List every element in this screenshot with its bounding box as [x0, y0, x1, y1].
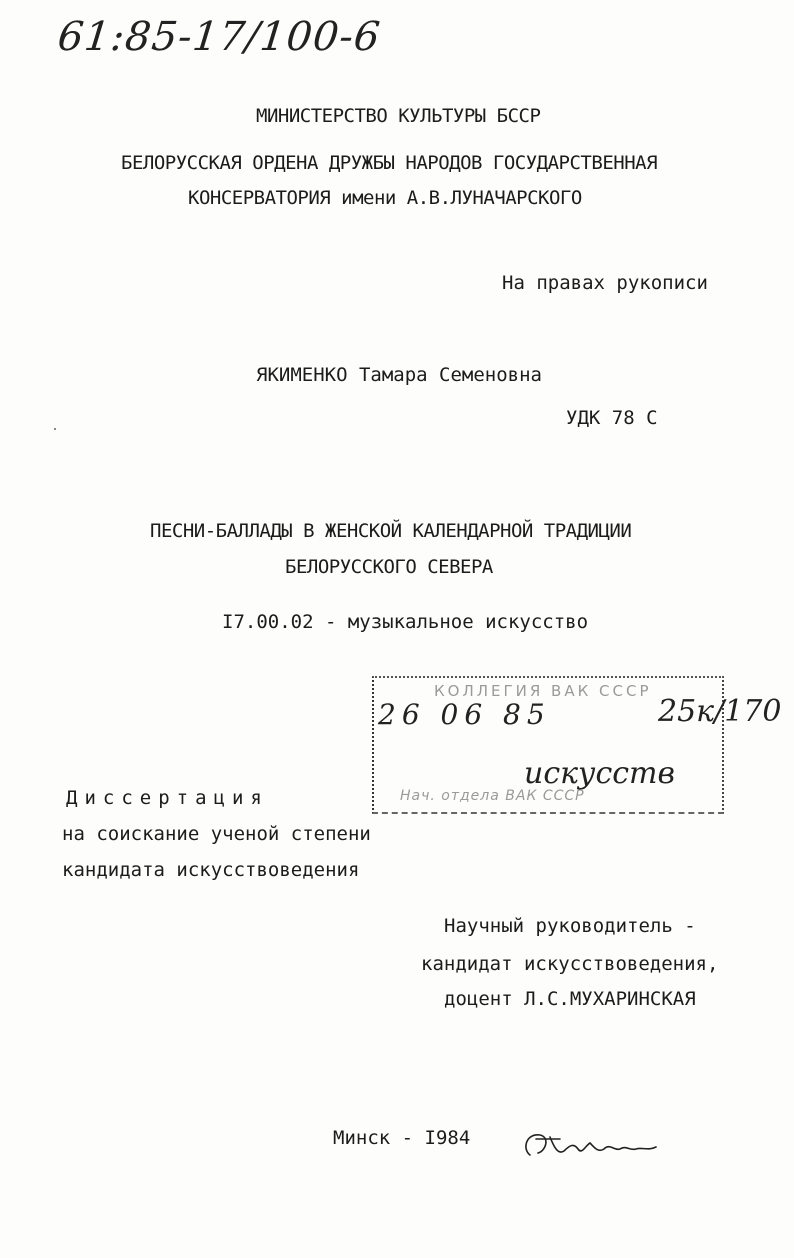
title-line-2: БЕЛОРУССКОГО СЕВЕРА [285, 556, 493, 578]
city-year: Минск - I984 [333, 1127, 471, 1149]
udc-code: УДК 78 С [566, 407, 658, 429]
archive-code: 61:85-17/100-6 [55, 14, 383, 60]
degree-line-2: на соискание ученой степени [62, 823, 371, 845]
stamp-field: искусств [524, 756, 675, 791]
degree-line-3: кандидата искусствоведения [62, 859, 360, 881]
stamp-date: 26 06 85 [378, 698, 551, 731]
stamp-printed-top: КОЛЛЕГИЯ ВАК СССР [434, 682, 652, 700]
supervisor-line-1: Научный руководитель - [444, 915, 696, 937]
degree-label: Диссертация [66, 787, 269, 809]
specialty-code: I7.00.02 - музыкальное искусство [222, 611, 589, 633]
institution-line-2: КОНСЕРВАТОРИЯ имени А.В.ЛУНАЧАРСКОГО [188, 187, 582, 209]
scan-speck [54, 428, 56, 430]
supervisor-line-3: доцент Л.С.МУХАРИНСКАЯ [444, 988, 696, 1010]
manuscript-note: На правах рукописи [502, 272, 708, 294]
supervisor-line-2: кандидат искусствоведения, [421, 953, 719, 975]
author-signature [520, 1125, 660, 1165]
registration-stamp [372, 676, 782, 814]
ministry-line: МИНИСТЕРСТВО КУЛЬТУРЫ БССР [256, 105, 541, 127]
title-line-1: ПЕСНИ-БАЛЛАДЫ В ЖЕНСКОЙ КАЛЕНДАРНОЙ ТРАДИЦИИ [150, 520, 632, 542]
stamp-printed-bottom: Нач. отдела ВАК СССР [400, 788, 585, 804]
stamp-number: 25к/170 [658, 694, 782, 729]
institution-line-1: БЕЛОРУССКАЯ ОРДЕНА ДРУЖБЫ НАРОДОВ ГОСУДАРСТВЕННАЯ [121, 152, 658, 174]
author-name: ЯКИМЕНКО Тамара Семеновна [256, 364, 542, 386]
